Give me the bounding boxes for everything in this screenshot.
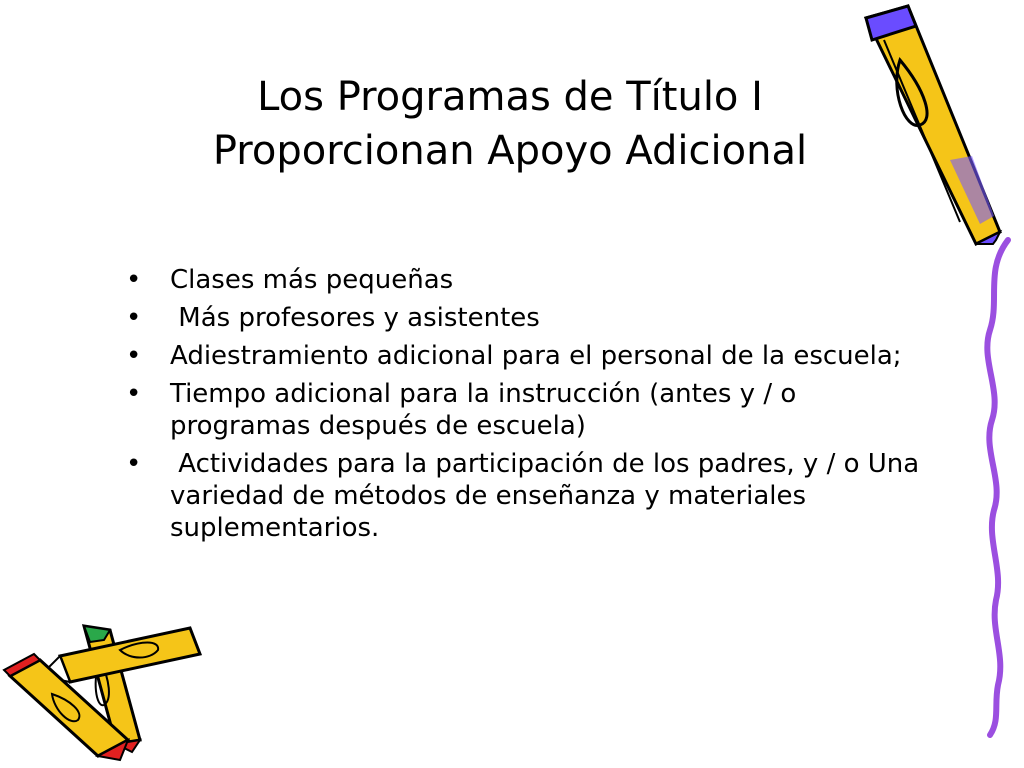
squiggle-line-icon <box>987 240 1008 735</box>
bullet-text: Actividades para la participación de los padres, y / o Una variedad de métodos de enseñanza y materiales suplementarios. <box>170 449 928 543</box>
bullet-text: Clases más pequeñas <box>170 265 454 295</box>
bullet-marker: • <box>126 341 142 371</box>
bullet-marker: • <box>126 379 142 409</box>
bullet-marker: • <box>126 449 142 479</box>
pencil-icon <box>866 6 1000 244</box>
bullet-marker: • <box>126 265 142 295</box>
bullet-text: Adiestramiento adicional para el personal de la escuela; <box>170 341 902 371</box>
title-line-1: Los Programas de Título I <box>257 74 763 120</box>
bullet-text: Más profesores y asistentes <box>170 303 540 333</box>
title-line-2: Proporcionan Apoyo Adicional <box>212 128 808 174</box>
bullet-text: Tiempo adicional para la instrucción (antes y / o programas después de escuela) <box>170 379 805 441</box>
bullet-marker: • <box>126 303 142 333</box>
